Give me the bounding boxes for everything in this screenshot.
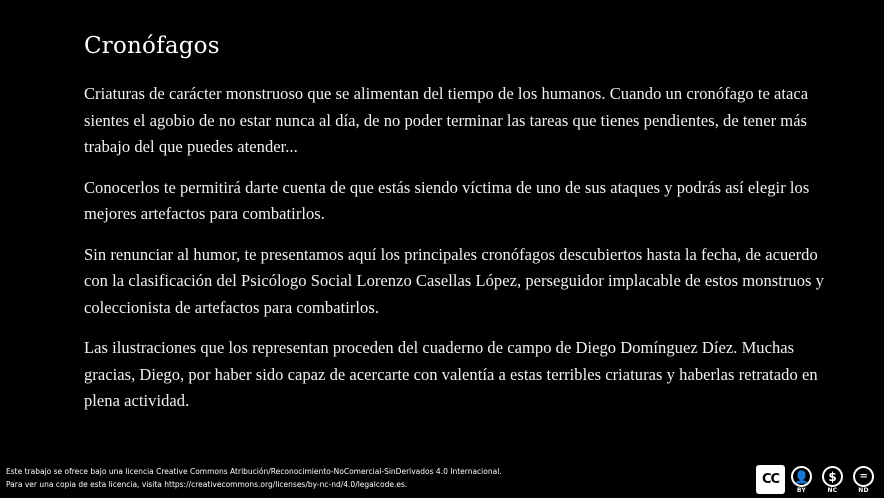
cc-by-caption: BY xyxy=(796,487,807,494)
license-line-2[interactable]: Para ver una copia de esta licencia, visita https://creativecommons.org/licenses/by-nc-nd/4.0/legalcode.es. xyxy=(6,480,408,489)
cc-nd-icon[interactable] xyxy=(849,465,878,494)
license-line-1: Este trabajo se ofrece bajo una licencia Creative Commons Atribución/Reconocimiento-NoComercial-SinDerivados 4.0 Internacional. xyxy=(6,467,502,476)
cc-nd-caption: ND xyxy=(858,487,869,494)
paragraph-3: Sin renunciar al humor, te presentamos aquí los principales cronófagos descubiertos hasta la fecha, de acuerdo con la clasificación del Psicólogo Social Lorenzo Casellas López, perseguidor implacable de estos monstruos y coleccionista de artefactos para combatirlos. xyxy=(84,244,824,317)
cc-logo-label: CC xyxy=(761,472,780,487)
cc-by-icon[interactable] xyxy=(787,465,816,494)
cc-nc-icon[interactable] xyxy=(818,465,847,494)
license-text-block xyxy=(6,465,502,491)
cc-nd-glyph: = xyxy=(853,466,874,487)
creative-commons-badges[interactable] xyxy=(756,465,878,494)
paragraph-1: Criaturas de carácter monstruoso que se alimentan del tiempo de los humanos. Cuando un cronófago te ataca sientes el agobio de no estar nunca al día, de no poder terminar las tareas que tienes pendientes, de tener más trabajo del que puedes atender... xyxy=(84,84,809,157)
document-content xyxy=(84,34,844,415)
page-title: Cronófagos xyxy=(84,33,220,59)
paragraph-2: Conocerlos te permitirá darte cuenta de que estás siendo víctima de uno de sus ataques y podrás así elegir los mejores artefactos para combatirlos. xyxy=(84,177,810,224)
cc-nc-caption: NC xyxy=(827,487,838,494)
cc-by-glyph: 👤 xyxy=(791,466,812,487)
cc-nc-glyph: $ xyxy=(822,466,843,487)
paragraph-4: Las ilustraciones que los representan proceden del cuaderno de campo de Diego Domínguez Díez. Muchas gracias, Diego, por haber sido capaz de acercarte con valentía a estas terribles criaturas y haberlas retratado en plena actividad. xyxy=(84,338,818,411)
cc-logo-icon[interactable] xyxy=(756,465,785,494)
license-footer xyxy=(0,458,884,498)
